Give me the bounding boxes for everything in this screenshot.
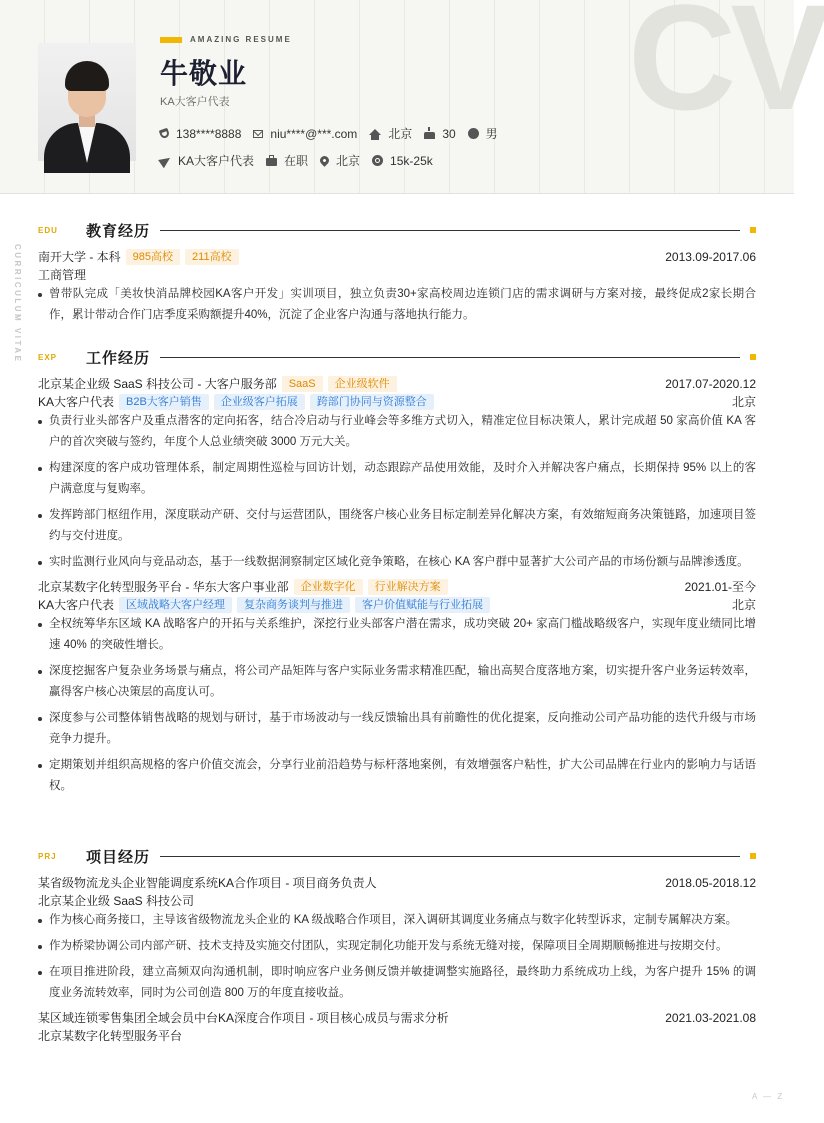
entry-date: 2021.03-2021.08 — [665, 1011, 756, 1025]
industry-tag: 企业数字化 — [294, 579, 363, 595]
project-org-row — [38, 1027, 756, 1045]
age-text: 30 — [442, 126, 456, 141]
phone-info — [160, 127, 241, 141]
projects-section — [38, 846, 756, 1045]
company-name: 北京某企业级 SaaS 科技公司 - 大客户服务部 — [38, 377, 277, 391]
tagline-text: AMAZING RESUME — [190, 35, 292, 44]
bullet-list — [38, 411, 756, 573]
section-accent-dot — [750, 354, 756, 360]
bullet-item: 发挥跨部门枢纽作用，深度联动产研、交付与运营团队，围绕客户核心业务目标定制差异化解决方案，有效缩短商务决策链路，加速项目签约与交付进度。 — [38, 505, 756, 547]
entry-header — [38, 874, 756, 892]
target-city-text: 北京 — [336, 154, 361, 168]
candidate-name: 牛敬业 — [160, 58, 248, 89]
section-title: 教育经历 — [86, 222, 151, 240]
skill-tag: 企业级客户拓展 — [214, 394, 305, 410]
target-position-info — [160, 152, 254, 169]
bullet-item: 在项目推进阶段，建立高频双向沟通机制，即时响应客户业务侧反馈并敏捷调整实施路径，最终助力系统成功上线，为客户提升 15% 的调度业务流转效率，同时为公司创造 800 万的年度直接收益。 — [38, 962, 756, 1004]
project-org: 北京某数字化转型服务平台 — [38, 1029, 183, 1043]
bullet-item: 实时监测行业风向与竞品动态，基于一线数据洞察制定区域化竞争策略，在核心 KA 客户群中显著扩大公司产品的市场份额与品牌渗透度。 — [38, 552, 756, 573]
skill-tag: 复杂商务谈判与推进 — [237, 597, 350, 613]
work-location: 北京 — [731, 395, 756, 409]
project-entry — [38, 874, 756, 1004]
project-name: 某省级物流龙头企业智能调度系统KA合作项目 - 项目商务负责人 — [38, 876, 377, 890]
send-icon — [158, 153, 173, 168]
work-entry — [38, 578, 756, 797]
school-name: 南开大学 - 本科 — [38, 250, 121, 264]
bullet-list — [38, 614, 756, 797]
industry-tag: SaaS — [282, 376, 323, 392]
job-status-info — [266, 152, 308, 169]
entry-date: 2021.01-至今 — [684, 580, 756, 594]
contact-info-row — [160, 125, 510, 142]
skill-tag: 区域战略大客户经理 — [119, 597, 232, 613]
email-text: niu****@***.com — [270, 126, 358, 141]
resume-header — [0, 0, 824, 194]
bullet-item: 负责行业头部客户及重点潜客的定向拓客，结合冷启动与行业峰会等多维方式切入，精准定位目标决策人，累计完成超 50 家高价值 KA 客户的首次突破与签约，年度个人总业绩突破 3000 万元大关。 — [38, 411, 756, 453]
phone-text: 138****8888 — [176, 126, 242, 141]
industry-tag: 企业级软件 — [328, 376, 397, 392]
section-abbr: PRJ — [38, 851, 57, 861]
projects-heading — [38, 846, 756, 866]
section-divider — [160, 856, 740, 857]
target-position-text: KA大客户代表 — [178, 154, 255, 168]
education-section — [38, 220, 756, 331]
bullet-item: 定期策划并组织高规格的客户价值交流会，分享行业前沿趋势与标杆落地案例，有效增强客户粘性，扩大公司品牌在行业内的影响力与话语权。 — [38, 755, 756, 797]
entry-date: 2017.07-2020.12 — [665, 377, 756, 391]
work-heading — [38, 347, 756, 367]
section-accent-dot — [750, 853, 756, 859]
project-org: 北京某企业级 SaaS 科技公司 — [38, 894, 195, 908]
section-abbr: EDU — [38, 225, 58, 235]
skill-tag: 跨部门协同与资源整合 — [310, 394, 434, 410]
project-entry — [38, 1009, 756, 1045]
major-name: 工商管理 — [38, 268, 87, 282]
target-city-info — [320, 152, 360, 169]
role-row — [38, 596, 756, 614]
section-abbr: EXP — [38, 352, 58, 362]
entry-date: 2018.05-2018.12 — [665, 876, 756, 890]
age-info — [424, 127, 455, 141]
home-icon — [369, 129, 381, 135]
tagline-accent-bar — [160, 37, 182, 43]
school-tag: 985高校 — [126, 249, 180, 265]
location-pin-icon — [318, 154, 331, 167]
salary-text: 15k-25k — [390, 153, 433, 168]
entry-date: 2013.09-2017.06 — [665, 250, 756, 264]
skill-tag: B2B大客户销售 — [119, 394, 209, 410]
role-name: KA大客户代表 — [38, 395, 115, 409]
bullet-item: 构建深度的客户成功管理体系，制定周期性巡检与回访计划，动态跟踪产品使用效能，及时介入并解决客户痛点，长期保持 95% 以上的客户满意度与复购率。 — [38, 458, 756, 500]
section-divider — [160, 230, 740, 231]
bullet-item: 作为桥梁协调公司内部产研、技术支持及实施交付团队，实现定制化功能开发与系统无缝对接，保障项目全周期顺畅推进与按期交付。 — [38, 936, 756, 957]
education-heading — [38, 220, 756, 240]
education-entry — [38, 248, 756, 326]
bullet-item: 作为核心商务接口，主导该省级物流龙头企业的 KA 级战略合作项目，深入调研其调度业务痛点与数字化转型诉求，定制专属解决方案。 — [38, 910, 756, 931]
major-row — [38, 266, 756, 284]
salary-info — [372, 154, 433, 168]
bullet-list — [38, 284, 756, 326]
cv-watermark: CV — [628, 0, 824, 141]
phone-icon — [159, 128, 171, 140]
tagline — [160, 35, 292, 44]
section-divider — [160, 357, 740, 358]
entry-header — [38, 375, 756, 393]
bullet-item: 深度挖掘客户复杂业务场景与痛点，将公司产品矩阵与客户实际业务需求精准匹配，输出高契合度落地方案，切实提升客户业务运转效率，赢得客户核心决策层的高度认可。 — [38, 661, 756, 703]
bullet-item: 全权统筹华东区域 KA 战略客户的开拓与关系维护，深挖行业头部客户潜在需求，成功突破 20+ 家高门槛战略级客户，实现年度业绩同比增速 40% 的突破性增长。 — [38, 614, 756, 656]
side-vertical-text: CURRICULUM VITAE — [13, 244, 22, 364]
bullet-list — [38, 910, 756, 1004]
entry-header — [38, 578, 756, 596]
project-org-row — [38, 892, 756, 910]
role-name: KA大客户代表 — [38, 598, 115, 612]
gender-icon — [468, 128, 479, 139]
candidate-subtitle: KA大客户代表 — [160, 96, 230, 108]
school-tag: 211高校 — [185, 249, 239, 265]
skill-tag: 客户价值赋能与行业拓展 — [355, 597, 490, 613]
industry-tag: 行业解决方案 — [368, 579, 448, 595]
company-name: 北京某数字化转型服务平台 - 华东大客户事业部 — [38, 580, 289, 594]
gender-text: 男 — [485, 127, 498, 141]
mail-icon — [253, 130, 263, 138]
footer-mark: A — Z — [752, 1092, 785, 1101]
entry-header — [38, 248, 756, 266]
role-row — [38, 393, 756, 411]
profile-photo — [38, 43, 136, 161]
email-info — [253, 127, 357, 141]
salary-coin-icon — [372, 155, 383, 166]
job-status-text: 在职 — [284, 154, 309, 168]
entry-header — [38, 1009, 756, 1027]
section-title: 项目经历 — [86, 848, 151, 866]
gender-info — [468, 125, 498, 142]
section-title: 工作经历 — [86, 349, 151, 367]
section-accent-dot — [750, 227, 756, 233]
cake-icon — [424, 132, 435, 139]
job-intent-row — [160, 152, 445, 169]
bullet-item: 曾带队完成「美妆快消品牌校园KA客户开发」实训项目，独立负责30+家高校周边连锁门店的需求调研与方案对接，最终促成2家长期合作，累计带动合作门店季度采购额提升40%，沉淀了企业客户沟通与落地执行能力。 — [38, 284, 756, 326]
city-text: 北京 — [388, 127, 413, 141]
bullet-item: 深度参与公司整体销售战略的规划与研讨，基于市场波动与一线反馈输出具有前瞻性的优化提案，反向推动公司产品功能的迭代升级与市场竞争力提升。 — [38, 708, 756, 750]
briefcase-icon — [266, 158, 277, 166]
project-name: 某区域连锁零售集团全域会员中台KA深度合作项目 - 项目核心成员与需求分析 — [38, 1011, 449, 1025]
work-location: 北京 — [731, 598, 756, 612]
city-info — [369, 125, 412, 142]
work-section — [38, 347, 756, 802]
work-entry — [38, 375, 756, 573]
